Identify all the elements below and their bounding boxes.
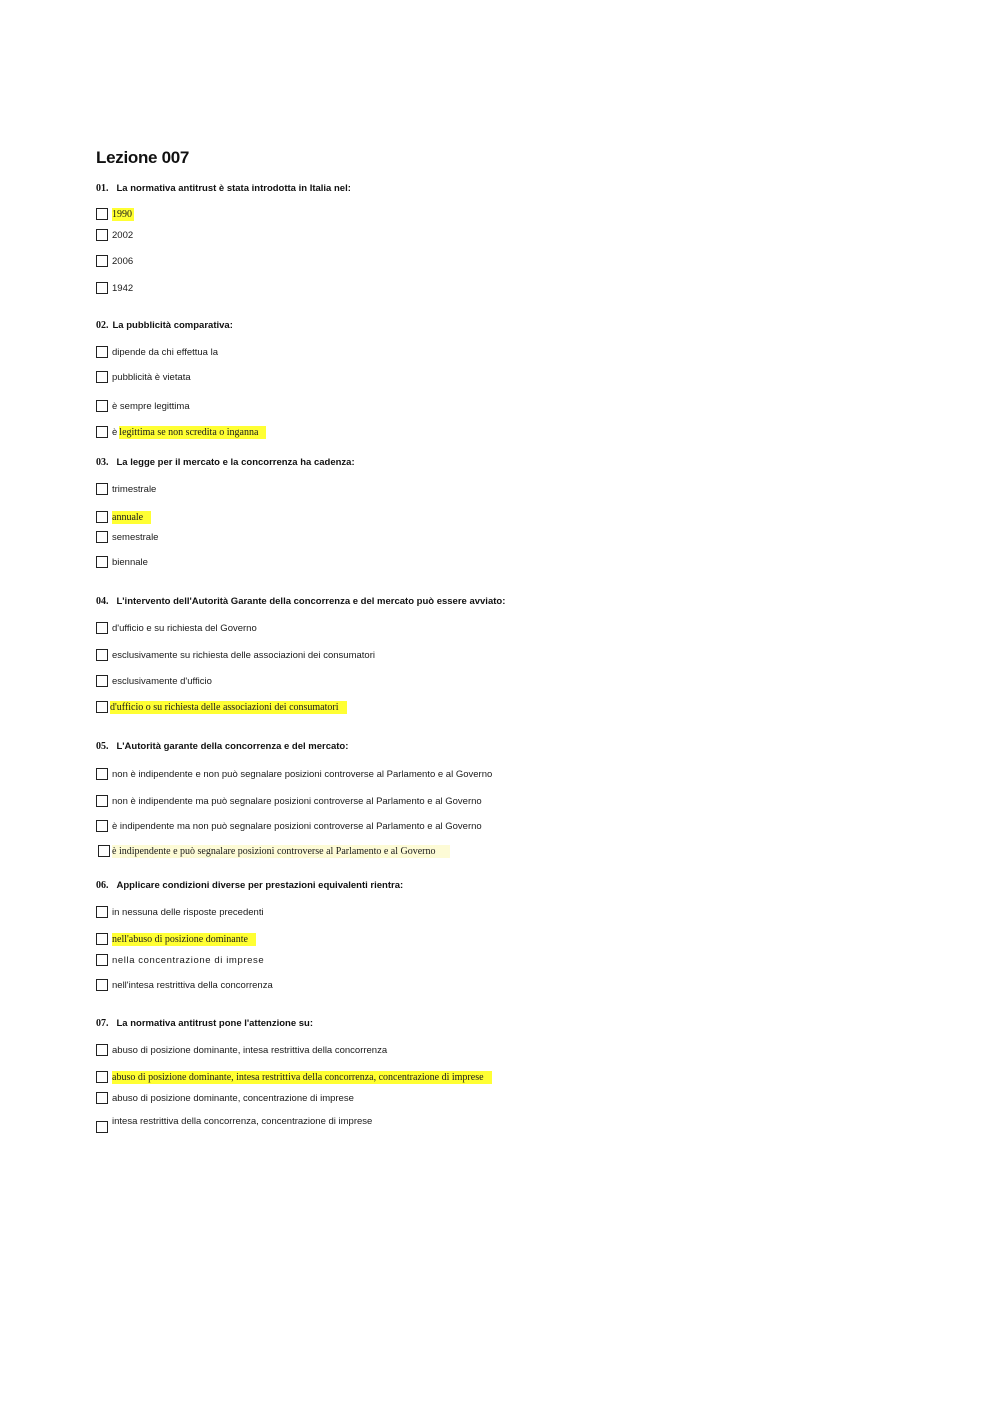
answer-checkbox[interactable] (96, 795, 108, 807)
question-01 (96, 183, 351, 194)
answer-option[interactable] (96, 529, 160, 545)
answer-checkbox[interactable] (96, 511, 108, 523)
answer-checkbox[interactable] (96, 346, 108, 358)
question-number: 03. (96, 457, 109, 468)
answer-option[interactable] (96, 1116, 374, 1132)
answer-option[interactable] (96, 673, 214, 689)
answer-checkbox[interactable] (96, 820, 108, 832)
answer-label: 2002 (112, 229, 134, 241)
answer-checkbox[interactable] (96, 426, 108, 438)
answer-label: trimestrale (112, 483, 157, 495)
answer-option[interactable] (96, 647, 377, 663)
question-number: 05. (96, 741, 109, 752)
question-number: 07. (96, 1018, 109, 1029)
answer-label: in nessuna delle risposte precedenti (112, 906, 264, 918)
answer-label: non è indipendente e non può segnalare posizioni controverse al Parlamento e al Governo (112, 768, 493, 780)
answer-option[interactable] (96, 253, 135, 269)
answer-option[interactable] (96, 1042, 389, 1058)
question-text: La pubblicità comparativa: (112, 320, 233, 331)
answer-option[interactable] (96, 1069, 492, 1085)
answer-option[interactable] (96, 620, 259, 636)
answer-label: abuso di posizione dominante, intesa restrittiva della concorrenza (112, 1044, 388, 1056)
answer-checkbox[interactable] (96, 906, 108, 918)
answer-option[interactable] (96, 509, 151, 525)
answer-option[interactable] (96, 369, 193, 385)
answer-option[interactable] (96, 766, 494, 782)
answer-label: pubblicità è vietata (112, 371, 191, 383)
question-text: La legge per il mercato e la concorrenza ha cadenza: (116, 457, 355, 468)
question-text: Applicare condizioni diverse per prestazioni equivalenti rientra: (116, 880, 404, 891)
question-text: L'intervento dell'Autorità Garante della concorrenza e del mercato può essere avviato: (116, 596, 506, 607)
answer-label: è (112, 426, 118, 438)
question-text: La normativa antitrust pone l'attenzione su: (116, 1018, 314, 1029)
answer-label: è indipendente ma non può segnalare posizioni controverse al Parlamento e al Governo (112, 820, 482, 832)
answer-checkbox[interactable] (96, 1121, 108, 1133)
answer-checkbox[interactable] (96, 400, 108, 412)
answer-option[interactable] (96, 227, 135, 243)
answer-option[interactable] (96, 977, 275, 993)
answer-checkbox[interactable] (96, 1044, 108, 1056)
answer-checkbox[interactable] (96, 954, 108, 966)
answer-checkbox[interactable] (96, 483, 108, 495)
answer-option[interactable] (96, 554, 150, 570)
answer-checkbox[interactable] (96, 556, 108, 568)
answer-checkbox[interactable] (96, 649, 108, 661)
answer-checkbox[interactable] (96, 531, 108, 543)
answer-option[interactable] (96, 481, 158, 497)
question-text: L'Autorità garante della concorrenza e del mercato: (116, 741, 349, 752)
answer-option[interactable] (96, 280, 135, 296)
answer-checkbox[interactable] (98, 845, 110, 857)
question-text: La normativa antitrust è stata introdotta in Italia nel: (116, 183, 351, 194)
answer-option[interactable] (96, 344, 220, 360)
answer-label: nella concentrazione di imprese (112, 954, 265, 966)
answer-label: esclusivamente d'ufficio (112, 675, 212, 687)
answer-label: abuso di posizione dominante, concentrazione di imprese (112, 1092, 354, 1104)
answer-label: biennale (112, 556, 148, 568)
answer-checkbox[interactable] (96, 255, 108, 267)
answer-option[interactable] (96, 398, 192, 414)
answer-checkbox[interactable] (96, 979, 108, 991)
answer-label: d'ufficio e su richiesta del Governo (112, 622, 257, 634)
question-05 (96, 741, 348, 752)
answer-label: intesa restrittiva della concorrenza, concentrazione di imprese (112, 1115, 373, 1127)
answer-label: annuale (112, 511, 151, 524)
answer-label: dipende da chi effettua la (112, 346, 218, 358)
answer-label: d'ufficio o su richiesta delle associazioni dei consumatori (110, 701, 347, 714)
answer-checkbox[interactable] (96, 229, 108, 241)
answer-option[interactable] (96, 904, 266, 920)
answer-label: abuso di posizione dominante, intesa restrittiva della concorrenza, concentrazione di imprese (112, 1071, 492, 1084)
answer-label: non è indipendente ma può segnalare posizioni controverse al Parlamento e al Governo (112, 795, 482, 807)
answer-label: esclusivamente su richiesta delle associazioni dei consumatori (112, 649, 375, 661)
answer-checkbox[interactable] (96, 1071, 108, 1083)
answer-option[interactable] (96, 206, 134, 222)
answer-label: nell'abuso di posizione dominante (112, 933, 256, 946)
question-03 (96, 457, 355, 468)
answer-option[interactable] (96, 793, 484, 809)
answer-checkbox[interactable] (96, 208, 108, 220)
question-number: 01. (96, 183, 109, 194)
question-number: 06. (96, 880, 109, 891)
answer-checkbox[interactable] (96, 622, 108, 634)
question-number: 04. (96, 596, 109, 607)
answer-checkbox[interactable] (96, 675, 108, 687)
answer-option[interactable] (96, 699, 347, 715)
answer-option[interactable] (96, 931, 256, 947)
answer-label: semestrale (112, 531, 159, 543)
answer-option[interactable] (96, 424, 266, 440)
page-title: Lezione 007 (96, 148, 190, 167)
answer-option[interactable] (96, 843, 450, 859)
answer-option[interactable] (96, 818, 484, 834)
answer-checkbox[interactable] (96, 768, 108, 780)
answer-label: nell'intesa restrittiva della concorrenza (112, 979, 273, 991)
answer-option[interactable] (96, 952, 266, 968)
question-02 (96, 320, 233, 331)
answer-checkbox[interactable] (96, 1092, 108, 1104)
answer-label: è sempre legittima (112, 400, 190, 412)
answer-checkbox[interactable] (96, 282, 108, 294)
question-number: 02. (96, 320, 109, 331)
answer-checkbox[interactable] (96, 371, 108, 383)
question-07 (96, 1018, 313, 1029)
answer-checkbox[interactable] (96, 701, 108, 713)
answer-label: è indipendente e può segnalare posizioni controverse al Parlamento e al Governo (112, 845, 450, 858)
answer-label: 1990 (112, 208, 132, 220)
answer-label-highlighted: legittima se non scredita o inganna (119, 426, 266, 439)
question-06 (96, 880, 403, 891)
question-04 (96, 596, 505, 607)
answer-label: 2006 (112, 255, 134, 267)
answer-label: 1942 (112, 282, 134, 294)
answer-checkbox[interactable] (96, 933, 108, 945)
answer-option[interactable] (96, 1090, 356, 1106)
